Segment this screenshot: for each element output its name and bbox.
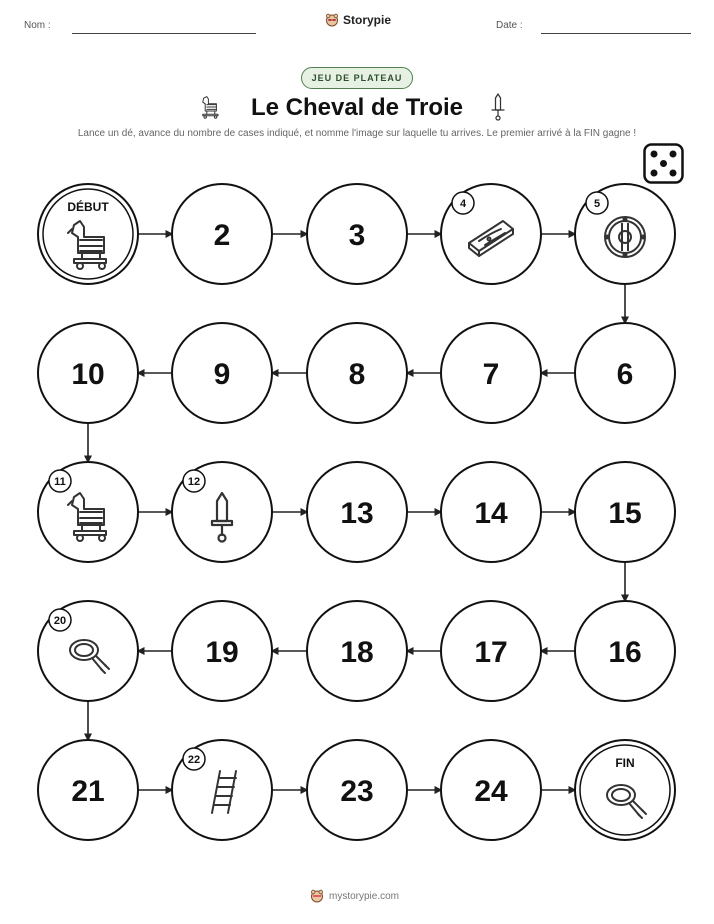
board-cell-20 [38, 601, 138, 701]
board-cell-24 [441, 740, 541, 840]
board-cell-number: 16 [608, 636, 642, 669]
board-cell-25 [575, 740, 675, 840]
board-cell-22 [172, 740, 272, 840]
board-cell-number: 18 [340, 636, 374, 669]
board-cell-number: 3 [348, 219, 366, 252]
footer [310, 889, 399, 903]
board-cell-7 [441, 323, 541, 423]
board-cell-number: 9 [213, 358, 231, 391]
board-cell-1 [38, 184, 138, 284]
board-cell-12 [172, 462, 272, 562]
board-cell-number: 14 [474, 497, 508, 530]
board-cell-number: 17 [474, 636, 508, 669]
board-cell-4 [441, 184, 541, 284]
board-cell-8 [307, 323, 407, 423]
board-cell-number: 10 [71, 358, 105, 391]
board-cell-label: DÉBUT [67, 200, 109, 214]
board-cell-15 [575, 462, 675, 562]
storypie-logo-icon [310, 889, 324, 903]
footer-url: mystorypie.com [329, 890, 400, 902]
board-cell-5 [575, 184, 675, 284]
board-cell-number: 15 [608, 497, 642, 530]
board-cell-number-badge: 5 [593, 198, 601, 210]
board-cell-19 [172, 601, 272, 701]
board-cell-17 [441, 601, 541, 701]
board-cell-number: 8 [348, 358, 366, 391]
board-cell-number-badge: 12 [187, 476, 201, 488]
game-type-badge: JEU DE PLATEAU [301, 67, 413, 89]
board-cell-number-badge: 4 [459, 198, 467, 210]
board-cell-number: 2 [213, 219, 231, 252]
board-cell-11 [38, 462, 138, 562]
board-cell-number: 13 [340, 497, 374, 530]
name-label: Nom : [24, 20, 51, 31]
board-cell-14 [441, 462, 541, 562]
date-label: Date : [496, 20, 523, 31]
board-cell-13 [307, 462, 407, 562]
board-cell-number-badge: 11 [54, 476, 66, 488]
board-cell-number: 23 [340, 775, 374, 808]
board-cell-number: 6 [616, 358, 634, 391]
board-cell-number: 19 [205, 636, 239, 669]
board-cell-10 [38, 323, 138, 423]
board-cell-16 [575, 601, 675, 701]
board-cell-number-badge: 20 [53, 615, 67, 627]
board-cell-label: FIN [615, 756, 635, 770]
instructions: Lance un dé, avance du nombre de cases indiqué, et nomme l'image sur laquelle tu arrives. Le premier arrivé à la FIN gagne ! [77, 128, 637, 139]
page-title: Le Cheval de Troie [250, 94, 464, 121]
board-cell-2 [172, 184, 272, 284]
board-cell-number: 21 [71, 775, 105, 808]
board-cell-number-badge: 22 [187, 754, 201, 766]
board-cell-9 [172, 323, 272, 423]
board-cell-3 [307, 184, 407, 284]
brand-name: Storypie [343, 13, 392, 27]
board-cell-18 [307, 601, 407, 701]
board-cell-number: 24 [474, 775, 508, 808]
board-cell-6 [575, 323, 675, 423]
board-cell-number: 7 [482, 358, 500, 391]
board-cell-23 [307, 740, 407, 840]
board-cell-21 [38, 740, 138, 840]
